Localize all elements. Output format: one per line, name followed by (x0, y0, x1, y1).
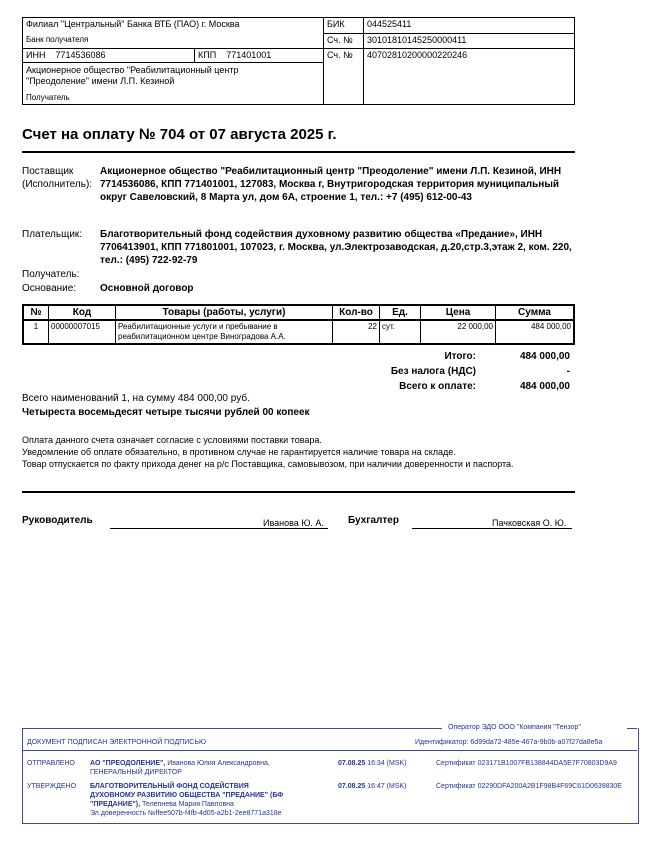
note-2: Уведомление об оплате обязательно, в противном случае не гарантируется наличие товара на складе. (22, 447, 456, 457)
corr-account-label: Сч. № (324, 33, 364, 49)
edo-approved-org-3: "ПРЕДАНИЕ"), (90, 801, 141, 808)
edo-sent-cert: Сертификат 023171B1007FB138844DA5E7F70803D9A9 (436, 760, 617, 767)
edo-signed-label: ДОКУМЕНТ ПОДПИСАН ЭЛЕКТРОННОЙ ПОДПИСЬЮ (27, 739, 207, 746)
row-goods: Реабилитационные услуги и пребывание в реабилитационном центре Виноградова А.А. (116, 320, 333, 344)
total-label: Итого: (444, 351, 476, 362)
row-number: 1 (23, 320, 49, 344)
summary-words: Четыреста восемьдесят четыре тысячи рублей 00 копеек (22, 407, 310, 418)
recipient-name: Акционерное общество "Реабилитационный центр "Преодоление" имени Л.П. Кезиной (26, 65, 239, 86)
edo-operator: Оператор ЭДО ООО "Компания "Тензор" (448, 724, 581, 731)
accountant-label: Бухгалтер (348, 515, 399, 526)
edo-approved-time: 16:47 (MSK) (365, 783, 407, 790)
invoice-title: Счет на оплату № 704 от 07 августа 2025 г. (22, 126, 337, 143)
edo-approved-org-2: ДУХОВНОМУ РАЗВИТИЮ ОБЩЕСТВА "ПРЕДАНИЕ" (БФ (90, 792, 284, 799)
account-value: 40702810200000220246 (364, 49, 575, 105)
edo-sent-org: АО "ПРЕОДОЛЕНИЕ", (90, 760, 166, 767)
supplier-label: Поставщик (Исполнитель): (22, 166, 93, 190)
edo-sent-position: ГЕНЕРАЛЬНЫЙ ДИРЕКТОР (90, 769, 182, 776)
edo-approved-person: Телепнева Мария Павловна (140, 801, 234, 808)
vat-value: - (566, 366, 570, 377)
edo-approved-label: УТВЕРЖДЕНО (27, 783, 77, 790)
col-goods: Товары (работы, услуги) (116, 305, 333, 320)
inn-kpp-cell (23, 49, 324, 105)
title-rule (22, 151, 575, 153)
bik-label: БИК (324, 18, 364, 34)
basis-block (22, 282, 575, 295)
vat-label: Без налога (НДС) (390, 366, 476, 377)
edo-identifier: Идентификатор: 6d99da72-485e-467a-9b0b-a07f27da8e5a (415, 739, 603, 746)
items-table (22, 304, 575, 345)
receiver-block (22, 268, 575, 281)
stamp-top-border (22, 728, 442, 729)
kpp-label: КПП (198, 50, 217, 60)
row-sum: 484 000,00 (496, 320, 575, 344)
bik-value: 044525411 (364, 18, 575, 34)
basis-value: Основной договор (100, 283, 194, 294)
col-sum: Сумма (496, 305, 575, 320)
summary-line: Всего наименований 1, на сумму 484 000,00 руб. (22, 393, 250, 404)
note-1: Оплата данного счета означает согласие с условиями поставки товара. (22, 435, 322, 445)
edo-sent-datetime (338, 759, 407, 768)
head-name: Иванова Ю. А. (263, 518, 324, 528)
kpp-value: 771401001 (226, 50, 272, 60)
edo-approved-datetime (338, 782, 407, 791)
edo-approved-poa: Эл.доверенность №ffee507b-f4fb-4d05-a2b1-2ee8771a318e (90, 810, 282, 817)
inn-value: 7714536086 (55, 50, 106, 60)
row-unit: сут. (380, 320, 421, 344)
accountant-name: Пачковская О. Ю. (492, 518, 567, 528)
pay-label: Всего к оплате: (399, 381, 476, 392)
stamp-divider (22, 750, 637, 751)
col-price: Цена (421, 305, 496, 320)
edo-sent-time: 16:34 (MSK) (365, 760, 407, 767)
table-row (23, 320, 574, 344)
edo-approved-cert: Сертификат 02290DFA200A2B1F98B4F69C61D0639830E (436, 783, 622, 790)
note-3: Товар отпускается по факту прихода денег на р/с Поставщика, самовывозом, при наличии доверенности и паспорта. (22, 459, 514, 469)
edo-approved-signer (90, 800, 234, 809)
notes-rule (22, 491, 575, 493)
pay-value: 484 000,00 (519, 381, 570, 392)
recipient-label: Получатель (26, 93, 70, 102)
row-qty: 22 (333, 320, 380, 344)
edo-sent-person: Иванова Юлия Александровна, (165, 760, 270, 767)
total-value: 484 000,00 (519, 351, 570, 362)
row-price: 22 000,00 (421, 320, 496, 344)
receiver-label: Получатель: (22, 269, 80, 280)
edo-approved-org-1: БЛАГОТВОРИТЕЛЬНЫЙ ФОНД СОДЕЙСТВИЯ (90, 783, 249, 790)
stamp-top-border-right (627, 728, 637, 729)
edo-sent-label: ОТПРАВЛЕНО (27, 760, 75, 767)
row-code: 00000007015 (49, 320, 116, 344)
corr-account-value: 30101810145250000411 (364, 33, 575, 49)
items-header-row (23, 305, 574, 320)
payer-block (22, 228, 575, 267)
inn-label: ИНН (26, 50, 46, 60)
payer-value: Благотворительный фонд содействия духовному развитию общества «Предание», ИНН 7706413901, КПП 771801001, 107023, г. Москва, ул.Электрозаводская, д.20,стр.3,этаж 2, ком. 220, тел.: (495) 722-92-79 (100, 229, 572, 266)
accountant-signature-line (412, 528, 572, 529)
account-label: Сч. № (324, 49, 364, 105)
supplier-block (22, 165, 575, 204)
edo-approved-date: 07.08.25 (338, 783, 366, 790)
col-qty: Кол-во (333, 305, 380, 320)
payer-label: Плательщик: (22, 229, 83, 240)
bank-details-table (22, 17, 575, 105)
supplier-value: Акционерное общество "Реабилитационный центр "Преодоление" имени Л.П. Кезиной, ИНН 7714536086, КПП 771401001, 127083, Москва г, Внутригородская территория муниципальный округ Савеловский, 8 Марта ул, дом 6А, строение 1, тел.: +7 (495) 612-00-43 (100, 166, 562, 203)
bank-name-cell (23, 18, 324, 49)
head-label: Руководитель (22, 515, 93, 526)
edo-sent-signer (90, 759, 270, 768)
bank-name: Филиал "Центральный" Банка ВТБ (ПАО) г. Москва (26, 19, 240, 29)
col-unit: Ед. (380, 305, 421, 320)
edo-sent-date: 07.08.25 (338, 760, 366, 767)
totals-block (300, 349, 570, 394)
basis-label: Основание: (22, 283, 77, 294)
col-number: № (23, 305, 49, 320)
bank-recipient-label: Банк получателя (26, 35, 89, 44)
head-signature-line (110, 528, 328, 529)
col-code: Код (49, 305, 116, 320)
